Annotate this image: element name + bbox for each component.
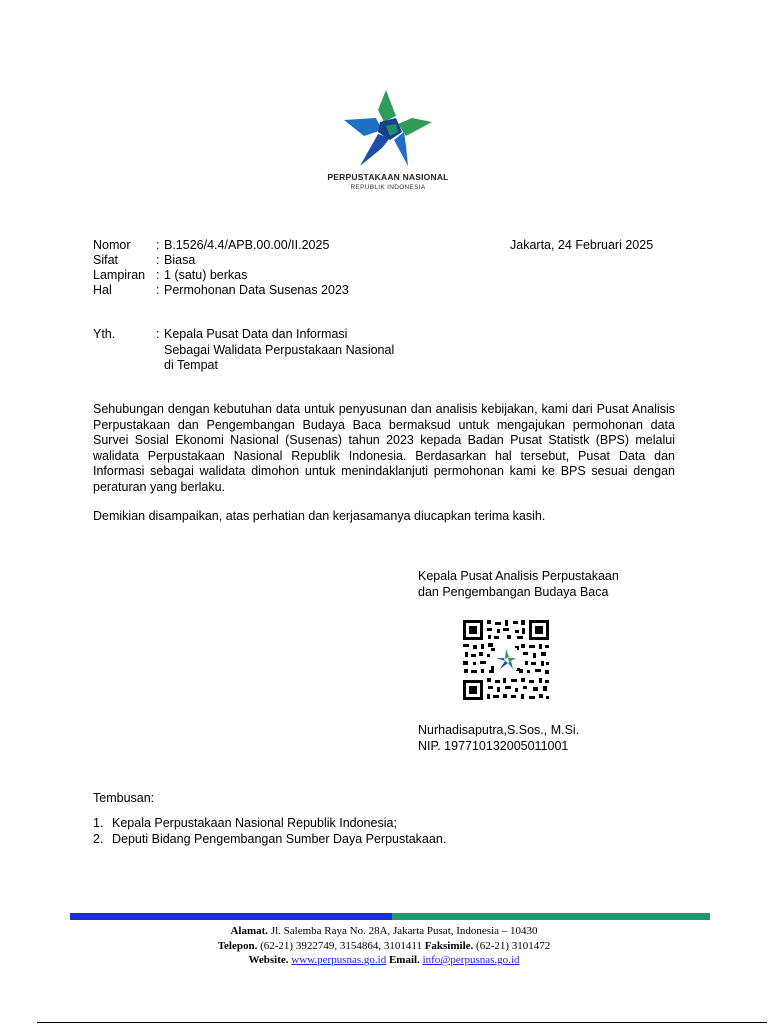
recipient-row [93,327,394,343]
signer-block [418,723,579,754]
signer-name: Nurhadisaputra,S.Sos., M.Si. [418,723,580,737]
meta-separator: : [156,253,160,267]
meta-separator: : [156,238,160,252]
perpusnas-star-icon [342,88,434,168]
footer-contact [0,924,768,968]
meta-label: Sifat [93,253,119,267]
meta-value: 1 (satu) berkas [164,268,248,282]
recipient-block [93,327,394,374]
phone-label: Telepon. [217,939,258,952]
meta-label: Lampiran [93,268,146,282]
email-label: Email. [388,954,420,966]
meta-value: Permohonan Data Susenas 2023 [164,283,349,297]
meta-row-lampiran [93,268,349,283]
meta-row-hal [93,283,349,298]
email-link[interactable]: info@perpusnas.go.id [422,954,520,966]
meta-separator: : [156,283,160,297]
spacer [156,343,164,359]
meta-row-nomor [93,238,349,253]
spacer [93,358,156,374]
qr-code-icon [461,618,551,702]
letterhead-logo [320,88,456,196]
meta-separator: : [156,268,160,282]
recipient-line-1: Kepala Pusat Data dan Informasi [164,327,348,341]
cc-text: Kepala Perpustakaan Nasional Republik Indonesia; [112,816,397,830]
recipient-row [93,343,394,359]
qr-code-signature [461,618,551,702]
page-bottom-divider [37,1022,767,1023]
org-name: PERPUSTAKAAN NASIONAL [327,172,449,182]
signature-title [418,569,619,600]
website-link[interactable]: www.perpusnas.go.id [291,954,387,966]
recipient-line-3: di Tempat [164,358,218,372]
address-text: Jl. Salemba Raya No. 28A, Jakarta Pusat, Indonesia – 10430 [270,925,538,937]
spacer [156,358,164,374]
footer-bar-blue [70,913,392,920]
closing-paragraph: Demikian disampaikan, atas perhatian dan kerjasamanya diucapkan terima kasih. [93,509,546,523]
meta-value: B.1526/4.4/APB.00.00/II.2025 [164,238,330,252]
recipient-line-2: Sebagai Walidata Perpustakaan Nasional [164,342,395,357]
fax-label: Faksimile. [424,939,474,952]
fax-text: (62-21) 3101472 [476,939,551,952]
signature-title-line-1: Kepala Pusat Analisis Perpustakaan [418,569,619,583]
org-subtitle: REPUBLIK INDONESIA [350,184,426,191]
footer-phone-line [0,939,768,954]
letter-date: Jakarta, 24 Februari 2025 [510,238,654,252]
website-label: Website. [248,954,289,966]
phone-text: (62-21) 3922749, 3154864, 3101411 [260,939,422,952]
meta-label: Nomor [93,238,131,252]
footer-web-line [0,953,768,968]
recipient-separator: : [156,327,160,341]
list-item [93,816,446,832]
cc-number: 1. [93,816,104,830]
recipient-label: Yth. [93,327,116,341]
footer-color-bar [70,913,710,920]
signature-title-line-2: dan Pengembangan Budaya Baca [418,584,609,599]
spacer [93,343,156,359]
meta-row-sifat [93,253,349,268]
footer-bar-green [392,913,710,920]
meta-value: Biasa [164,253,196,267]
address-label: Alamat. [230,925,269,937]
cc-label: Tembusan: [93,791,155,805]
recipient-row [93,358,394,374]
letter-meta [93,238,349,298]
cc-number: 2. [93,831,104,846]
cc-text: Deputi Bidang Pengembangan Sumber Daya Perpustakaan. [112,831,447,846]
meta-label: Hal [93,283,112,297]
signer-nip: NIP. 197710132005011001 [418,738,569,753]
footer-address-line [0,924,768,939]
list-item [93,832,446,848]
body-paragraph: Sehubungan dengan kebutuhan data untuk penyusunan dan analisis kebijakan, kami dari Pusat Analisis Perpustakaan dan Pengembangan Budaya Baca bermaksud untuk mengajukan permohonan data Survei Sosial Ekonomi Nasional (Susenas) tahun 2023 kepada Badan Pusat Statistk (BPS) melalui walidata Perpustakaan Nasional Republik Indonesia. Berdasarkan hal tersebut, Pusat Data dan Informasi sebagai walidata dimohon untuk menindaklanjuti permohonan kami ke BPS sesuai dengan peraturan yang berlaku. [93,402,675,494]
cc-list [93,816,446,847]
